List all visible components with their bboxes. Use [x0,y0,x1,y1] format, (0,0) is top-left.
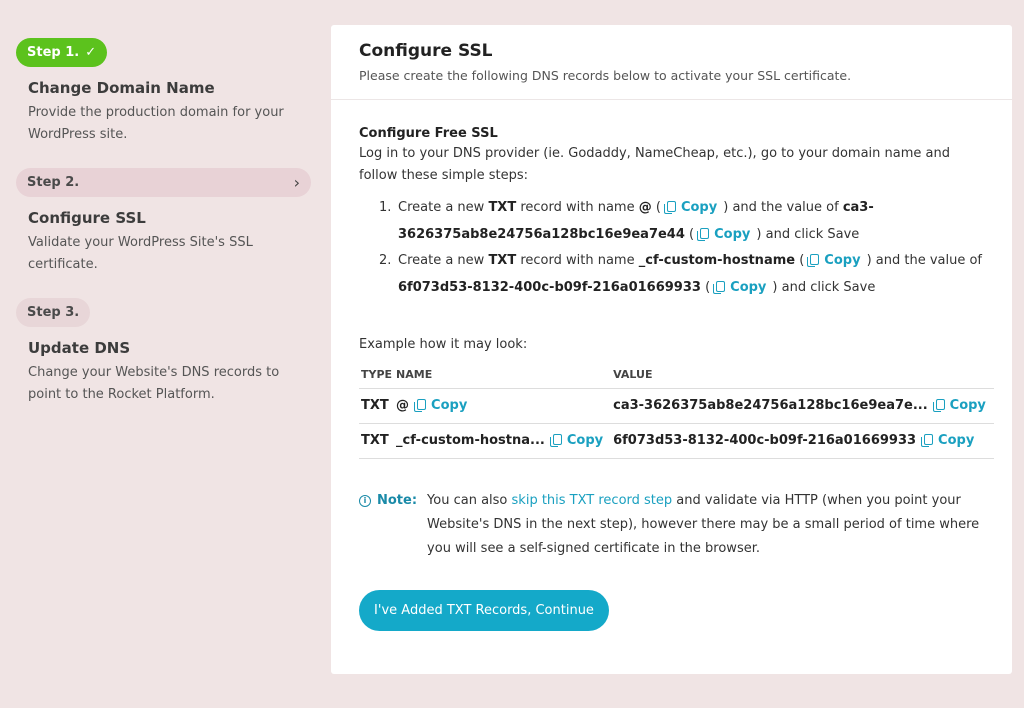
copy-icon [716,281,725,292]
step-1-title: Change Domain Name [28,79,215,97]
row-type: TXT [359,388,394,423]
note-label: i Note: [359,489,417,561]
step-3-title: Update DNS [28,339,131,357]
copy-name-button[interactable]: Copy [667,200,717,215]
step-2-description: Validate your WordPress Site's SSL certificate. [28,235,253,272]
column-header-type: TYPE [359,362,394,388]
card-body [331,100,1012,631]
row-value: 6f073d53-8132-400c-b09f-216a01669933 Copy [611,423,994,458]
card-subtitle: Please create the following DNS records below to activate your SSL certificate. [359,68,852,83]
chevron-right-icon: › [293,173,300,192]
step-2-badge[interactable]: Step 2. › [16,168,311,197]
row-type: TXT [359,423,394,458]
copy-icon [553,434,562,445]
instruction-list [379,195,984,301]
steps-sidebar [16,38,316,428]
step-2-title: Configure SSL [28,209,146,227]
txt-value: 6f073d53-8132-400c-b09f-216a01669933 [398,279,701,295]
copy-name-button[interactable]: Copy [417,398,467,413]
step-3-description: Change your Website's DNS records to point to the Rocket Platform. [28,365,280,402]
dns-example-table [359,362,994,459]
copy-icon [924,434,933,445]
step-2 [16,168,316,276]
step-1-badge[interactable]: Step 1. ✓ [16,38,107,67]
table-row [359,388,994,423]
instruction-step-2: 2. Create a new TXT record with name _cf-custom-hostname ( Copy ) and the value of 6f073d53-8132-400c-b09f-216a01669933 ( Copy ) and click Save [379,253,983,295]
instruction-step-1: 1. Create a new TXT record with name @ ( Copy ) and the value of ca3-3626375ab8e24756a128bc16e9ea7e44 ( Copy ) and click Save [379,200,874,242]
copy-value-button[interactable]: Copy [924,433,974,448]
table-row [359,423,994,458]
copy-name-button[interactable]: Copy [553,433,603,448]
column-header-value: VALUE [611,362,994,388]
copy-icon [417,399,426,410]
note-box [359,489,984,561]
skip-txt-link[interactable]: skip this TXT record step [511,492,673,508]
step-3 [16,298,316,406]
info-icon: i [359,495,371,507]
card-header [331,25,1012,100]
step-3-badge[interactable]: Step 3. [16,298,90,327]
row-name: _cf-custom-hostna... Copy [394,423,611,458]
copy-value-button[interactable]: Copy [716,280,766,295]
copy-name-button[interactable]: Copy [810,253,860,268]
copy-value-button[interactable]: Copy [700,227,750,242]
example-label: Example how it may look: [359,337,528,352]
note-text: You can also skip this TXT record step and validate via HTTP (when you point your Website's DNS in the next step), however there may be a small period of time where you will see a self-signed certificate in the browser. [427,492,980,556]
copy-icon [700,228,709,239]
card-title: Configure SSL [359,41,493,61]
row-name: @ Copy [394,388,611,423]
column-header-name: NAME [394,362,611,388]
copy-value-button[interactable]: Copy [936,398,986,413]
intro-text: Log in to your DNS provider (ie. Godaddy, NameCheap, etc.), go to your domain name and follow these simple steps: [359,146,950,183]
step-1 [16,38,316,146]
copy-icon [667,201,676,212]
check-icon: ✓ [85,45,97,60]
row-value: ca3-3626375ab8e24756a128bc16e9ea7e... Copy [611,388,994,423]
copy-icon [936,399,945,410]
section-title: Configure Free SSL [359,126,498,141]
continue-button[interactable]: I've Added TXT Records, Continue [359,590,609,631]
step-1-description: Provide the production domain for your WordPress site. [28,105,284,142]
configure-ssl-card [331,25,1012,674]
copy-icon [810,254,819,265]
txt-value: ca3-3626375ab8e24756a128bc16e9ea7e44 [398,200,874,242]
